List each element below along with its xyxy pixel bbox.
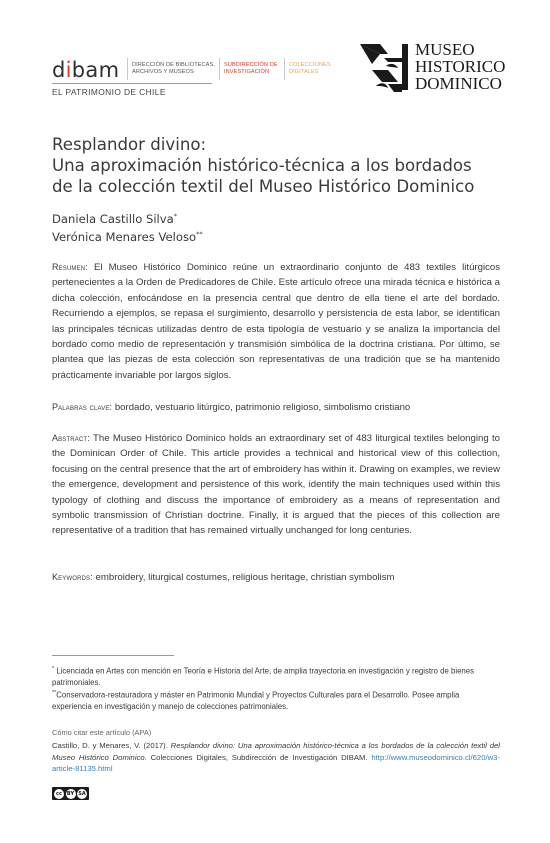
resumen-label: Resumen: xyxy=(52,262,88,272)
abstract-text: The Museo Histórico Dominico holds an extraordinary set of 483 liturgical textiles belonging to the Dominican Order of Chile. This article provides a technical and historical view of this collection, focusing on the central presence that the art of embroidery has within it. Drawing on examples, we review the emergence, development and persistence of this work, identify the main techniques used within this typology of clothing and discuss the importance of embroidery as a means of representation and symbolic transmission of Christian doctrine. Finally, it is argued that the pieces of this collection are representative of a tradition that has remained virtually unchanged for long centuries. xyxy=(52,433,500,537)
header-subdireccion-label: SUBDIRECCIÓN DE INVESTIGACIÓN xyxy=(224,62,278,75)
article-authors xyxy=(52,209,203,245)
resumen-text: El Museo Histórico Dominico reúne un extraordinario conjunto de 483 textiles litúrgicos pertenecientes a la Orden de Predicadores de Chile. Este artículo ofrece una mirada técnica e histórica a dicha colección, enfocándose en la presencia central que dentro de ella tiene el arte del bordado. Recurriendo a ejemplos, se repasa el surgimiento, desarrollo y persistencia de esta labor, se identifican las principales técnicas utilizadas dentro de esta tipología de vestuario y se analiza la importancia del bordado como medio de representación y transmisión simbólica de la doctrina cristiana. Por último, se plantea que las piezas de esta colección son representativas de una tradición que se ha mantenido prácticamente invariable por largos siglos. xyxy=(52,262,501,381)
patrimonio-tagline: EL PATRIMONIO DE CHILE xyxy=(52,87,166,97)
palabras-clave-text: bordado, vestuario litúrgico, patrimonio religioso, simbolismo cristiano xyxy=(114,402,411,413)
citation-text: Castillo, D. y Menares, V. (2017). Resplandor divino: Una aproximación histórico-técnica a los bordados de la colección textil del Museo Histórico Dominico. Colecciones Digitales, Subdirección de Investigación DIBAM. http://www.museodominico.cl/620/w3-article-81135.html xyxy=(52,741,501,774)
dibam-logo: dibam xyxy=(52,58,120,82)
footnote-1: * Licenciada en Artes con mención en Teoría e Historia del Arte, de amplia trayectoria en investigación y registro de bienes patrimoniales. xyxy=(52,666,474,688)
header-separator xyxy=(219,58,220,80)
keywords-text: embroidery, liturgical costumes, religious heritage, christian symbolism xyxy=(95,572,395,583)
footnote-2: **Conservadora-restauradora y máster en Patrimonio Mundial y Proyectos Culturales para el Desarrollo. Posee amplia experiencia en investigación y manejo de colecciones patrimoniales. xyxy=(52,690,460,712)
abstract-paragraph xyxy=(52,431,500,539)
author-1: Daniela Castillo Silva* xyxy=(52,211,177,226)
cc-icon: cc xyxy=(54,789,64,799)
article-title: Resplandor divino: Una aproximación histórico-técnica a los bordados de la colección textil del Museo Histórico Dominico xyxy=(52,135,475,196)
palabras-clave-paragraph xyxy=(52,400,500,415)
header-separator xyxy=(284,58,285,80)
footnote-rule xyxy=(52,655,174,656)
citation-link[interactable]: http://www.museodominico.cl/620/w3-article-81135.html xyxy=(52,752,500,774)
citation-label: Cómo citar este artículo (APA) xyxy=(52,728,152,737)
header-colecciones-label: COLECCIONES DIGITALES xyxy=(289,62,331,75)
header-separator xyxy=(127,58,128,80)
cc-license-badge[interactable] xyxy=(52,787,89,800)
museo-wordmark: MUSEO HISTORICO DOMINICO xyxy=(415,40,506,93)
sa-icon: SA xyxy=(78,790,86,797)
abstract-label: Abstract: xyxy=(52,433,90,443)
dibam-logo-i: i xyxy=(65,58,72,82)
keywords-label: Keywords: xyxy=(52,572,93,582)
header-dibam-label: DIRECCIÓN DE BIBLIOTECAS, ARCHIVOS Y MUSEOS xyxy=(132,62,216,75)
keywords-paragraph xyxy=(52,570,500,585)
by-icon: BY xyxy=(66,790,75,797)
palabras-clave-label: Palabras clave: xyxy=(52,402,113,412)
author-2: Verónica Menares Veloso** xyxy=(52,229,203,244)
museo-emblem-icon xyxy=(358,40,410,96)
citation-title: Resplandor divino: Una aproximación histórico-técnica a los bordados de la colección textil del Museo Histórico Dominico. xyxy=(52,741,501,762)
resumen-paragraph xyxy=(52,260,500,383)
header-rule xyxy=(52,83,212,84)
